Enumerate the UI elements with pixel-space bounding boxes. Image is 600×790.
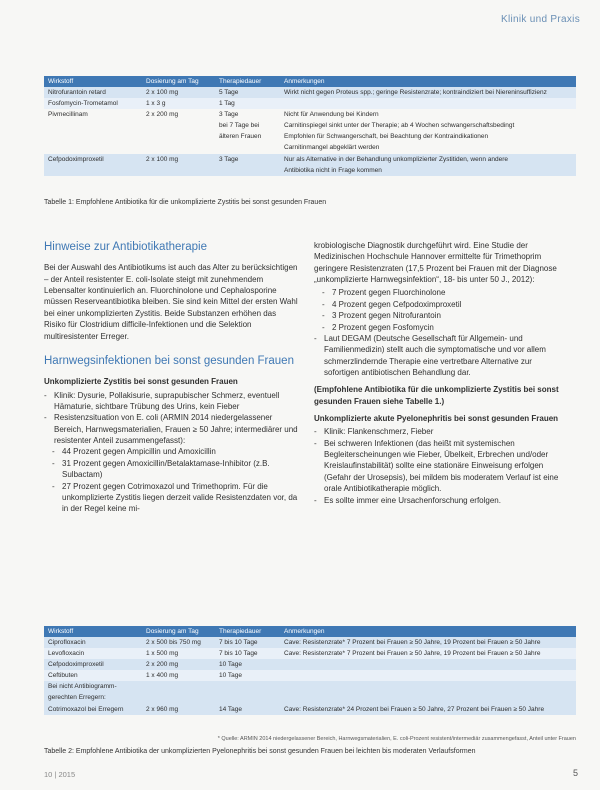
table-cell: Antibiotika nicht in Frage kommen [280,165,576,176]
table-row [44,637,576,648]
col-header-notes: Anmerkungen [280,626,576,637]
table-cell: 5 Tage [215,87,280,98]
table-cell [142,120,215,131]
table-cell [44,120,142,131]
table-cell: Ceftibuten [44,670,142,681]
table-row [44,142,576,153]
list-item: - 27 Prozent gegen Cotrimoxazol und Trimethoprim. Für die unkomplizierte Zystitis liegen derzeit valide Resistenzdaten vor, da in der Regel keine mi- [52,481,299,515]
paragraph-age-resistance: Bei der Auswahl des Antibiotikums ist auch das Alter zu berücksichtigen – der Anteil resistenter E. coli-Isolate steigt mit zunehmendem Lebensalter kontinuierlich an. Fluorchinolone und Cephalosporine müssen Reserveantibiotika bleiben. Sie sind kein Mittel der ersten Wahl bei einer unkomplizierten Zystitis. Beide Substanzen erhöhen das Risiko für Clostridium difficile-Infektionen und die Selektion multiresistenter Erreger. [44,263,298,341]
table-cell: Cefpodoximproxetil [44,659,142,670]
resistance-sublist [44,446,299,514]
issue-number: 10 | 2015 [44,770,76,779]
table-row [44,692,576,703]
table-cell: 7 bis 10 Tage [215,648,280,659]
note-table1-reference: (Empfohlene Antibiotika für die unkomplizierte Zystitis bei sonst gesunden Frauen siehe Tabelle 1.) [314,385,559,406]
table-row [44,154,576,165]
list-item: - 2 Prozent gegen Fosfomycin [322,322,569,333]
table-cell: gerechten Erregern: [44,692,142,703]
table-body [44,637,576,715]
table-cell [280,98,576,109]
table-cell: Fosfomycin-Trometamol [44,98,142,109]
table-cell [280,681,576,692]
table-cell: Bei nicht Antibiogramm- [44,681,142,692]
resistance-sublist-2 [314,287,569,332]
table-cell: Cave: Resistenzrate* 24 Prozent bei Frauen ≥ 50 Jahre, 27 Prozent bei Frauen ≥ 50 Jahre [280,704,576,715]
table-cell: Nur als Alternative in der Behandlung unkomplizierter Zystitiden, wenn andere [280,154,576,165]
table-cell [44,142,142,153]
col-header-dose: Dosierung am Tag [142,626,215,637]
table-cell [44,131,142,142]
table-cell [215,692,280,703]
col-header-duration: Therapiedauer [215,76,280,87]
table-cell: 2 x 500 bis 750 mg [142,637,215,648]
table-cell: 2 x 960 mg [142,704,215,715]
table-cell: Cave: Resistenzrate* 7 Prozent bei Frauen ≥ 50 Jahre, 19 Prozent bei Frauen ≥ 50 Jahre [280,648,576,659]
table-cell: Nitrofurantoin retard [44,87,142,98]
list-item: - Klinik: Flankenschmerz, Fieber [314,426,569,437]
table-cell [142,142,215,153]
table-antibiotics-cystitis [44,76,576,176]
degam-list [314,333,569,378]
subheading-pyelonephritis: Unkomplizierte akute Pyelonephritis bei sonst gesunden Frauen [314,414,559,424]
table-cell [142,692,215,703]
table2-caption: Tabelle 2: Empfohlene Antibiotika der unkomplizierten Pyelonephritis bei sonst gesunden Frauen bei leichten bis moderaten Verlaufsformen [44,748,476,755]
table-cell: 1 Tag [215,98,280,109]
subheading-cystitis: Unkomplizierte Zystitis bei sonst gesunden Frauen [44,377,238,387]
table-cell: Cotrimoxazol bei Erregern [44,704,142,715]
list-item: - Laut DEGAM (Deutsche Gesellschaft für Allgemein- und Familienmedizin) stellt auch die symptomatische und vor allem schmerzlindernde Therapie eine vertretbare Alternative zur sofortigen antibiotischen Behandlung dar. [314,333,569,378]
col-header-drug: Wirkstoff [44,626,142,637]
table-cell: 2 x 100 mg [142,87,215,98]
table-row [44,704,576,715]
table-cell: 1 x 400 mg [142,670,215,681]
table-cell: älteren Frauen [219,133,262,141]
table-cell [215,142,280,153]
table-body [44,87,576,176]
col-header-dose: Dosierung am Tag [142,76,215,87]
list-item: - Klinik: Dysurie, Pollakisurie, suprapubischer Schmerz, eventuell Hämaturie, sichtbare Trübung des Urins, kein Fieber [44,390,299,413]
table2-footnote: * Quelle: ARMIN 2014 niedergelassener Bereich, Harnwegsmaterialien, E. coli-Prozent resistent/intermediär zusammengefasst, Anteil unter Frauen [217,736,576,742]
table-cell: Nicht für Anwendung bei Kindern [284,111,379,119]
list-item: - 31 Prozent gegen Amoxicillin/Betalaktamase-Inhibitor (z.B. Sulbactam) [52,458,299,481]
list-item: - 7 Prozent gegen Fluorchinolone [322,287,569,298]
table-row [44,670,576,681]
table-cell [44,165,142,176]
right-column [314,240,569,506]
table-row [44,165,576,176]
heading-antibiotic-therapy: Hinweise zur Antibiotikatherapie [44,241,208,253]
table-cell: Pivmecillinam [48,111,88,119]
list-item: - 3 Prozent gegen Nitrofurantoin [322,310,569,321]
table-cell: 2 x 100 mg [142,154,215,165]
table-antibiotics-pyelonephritis [44,626,576,715]
table-cell: 1 x 3 g [142,98,215,109]
table-cell: Cefpodoximproxetil [44,154,142,165]
table-cell: 3 Tage [219,111,239,119]
table-cell [142,165,215,176]
table-cell: Ciprofloxacin [44,637,142,648]
table-cell: 10 Tage [215,659,280,670]
list-item: - 44 Prozent gegen Ampicillin und Amoxicillin [52,446,299,457]
table-cell: Wirkt nicht gegen Proteus spp.; geringe Resistenzrate; kontraindiziert bei Niereninsuffizienz [280,87,576,98]
col-header-duration: Therapiedauer [215,626,280,637]
table-cell [142,131,215,142]
list-item: - 4 Prozent gegen Cefpodoximproxetil [322,299,569,310]
table-cell: Carnitinspiegel sinkt unter der Therapie; ab 4 Wochen schwangerschaftsbedingt [284,122,515,130]
table-row [44,681,576,692]
list-item: - Bei schweren Infektionen (das heißt mit systemischen Begleiterscheinungen wie Fieber, Übelkeit, Erbrechen und/oder Kreislaufinstabilität) sollte eine stationäre Einweisung erfolgen (Gefahr der Urosepsis), bei mildem bis moderatem Verlauf ist eine orale Antibiotikatherapie möglich. [314,438,569,495]
table-cell [215,681,280,692]
col-header-notes: Anmerkungen [280,76,576,87]
table-cell [280,659,576,670]
table-header-row [44,76,576,87]
table-row [44,659,576,670]
heading-uti-women: Harnwegsinfektionen bei sonst gesunden Frauen [44,354,294,367]
table-cell: 3 Tage [215,154,280,165]
table1-caption: Tabelle 1: Empfohlene Antibiotika für die unkomplizierte Zystitis bei sonst gesunden Frauen [44,199,327,206]
table-cell: 2 x 200 mg [142,659,215,670]
left-column [44,240,299,515]
table-row [44,131,576,142]
table-cell: 2 x 200 mg [146,111,179,119]
table-cell: 1 x 500 mg [142,648,215,659]
table-cell: bei 7 Tage bei [219,122,260,130]
list-item: - Resistenzsituation von E. coli (ARMIN 2014 niedergelassener Bereich, Harnwegsmaterialien, Frauen ≥ 50 Jahre; intermediärer und resistenter Anteil zusammengefasst): [44,412,299,446]
table-cell: Cave: Resistenzrate* 7 Prozent bei Frauen ≥ 50 Jahre, 19 Prozent bei Frauen ≥ 50 Jahre [280,637,576,648]
table-row [44,648,576,659]
table-cell: 10 Tage [215,670,280,681]
table-cell [215,165,280,176]
col-header-drug: Wirkstoff [44,76,142,87]
pyelonephritis-list [314,426,569,506]
table-cell: Carnitinmangel abgeklärt werden [284,144,380,152]
list-item: - Es sollte immer eine Ursachenforschung erfolgen. [314,495,569,506]
cystitis-list [44,390,299,447]
table-cell [142,681,215,692]
table-cell [280,670,576,681]
page-number: 5 [572,768,578,778]
table-row [44,109,576,120]
table-cell: Empfohlen für Schwangerschaft, bei Beachtung der Kontraindikationen [284,133,489,141]
table-cell: 7 bis 10 Tage [215,637,280,648]
table-row [44,87,576,98]
table-cell [280,692,576,703]
table-cell: 14 Tage [215,704,280,715]
section-header: Klinik und Praxis [500,14,580,25]
table-row [44,120,576,131]
table-cell: Levofloxacin [44,648,142,659]
table-header-row [44,626,576,637]
paragraph-mhh-study: krobiologische Diagnostik durchgeführt wird. Eine Studie der Medizinischen Hochschule Hannover ermittelte für Trimethoprim geringere Resistenzraten (17,5 Prozent bei Frauen mit der Diagnose „unkomplizierte Harnwegsinfektion“, 18- bis unter 50 J., 2012): [314,241,557,285]
table-row [44,98,576,109]
